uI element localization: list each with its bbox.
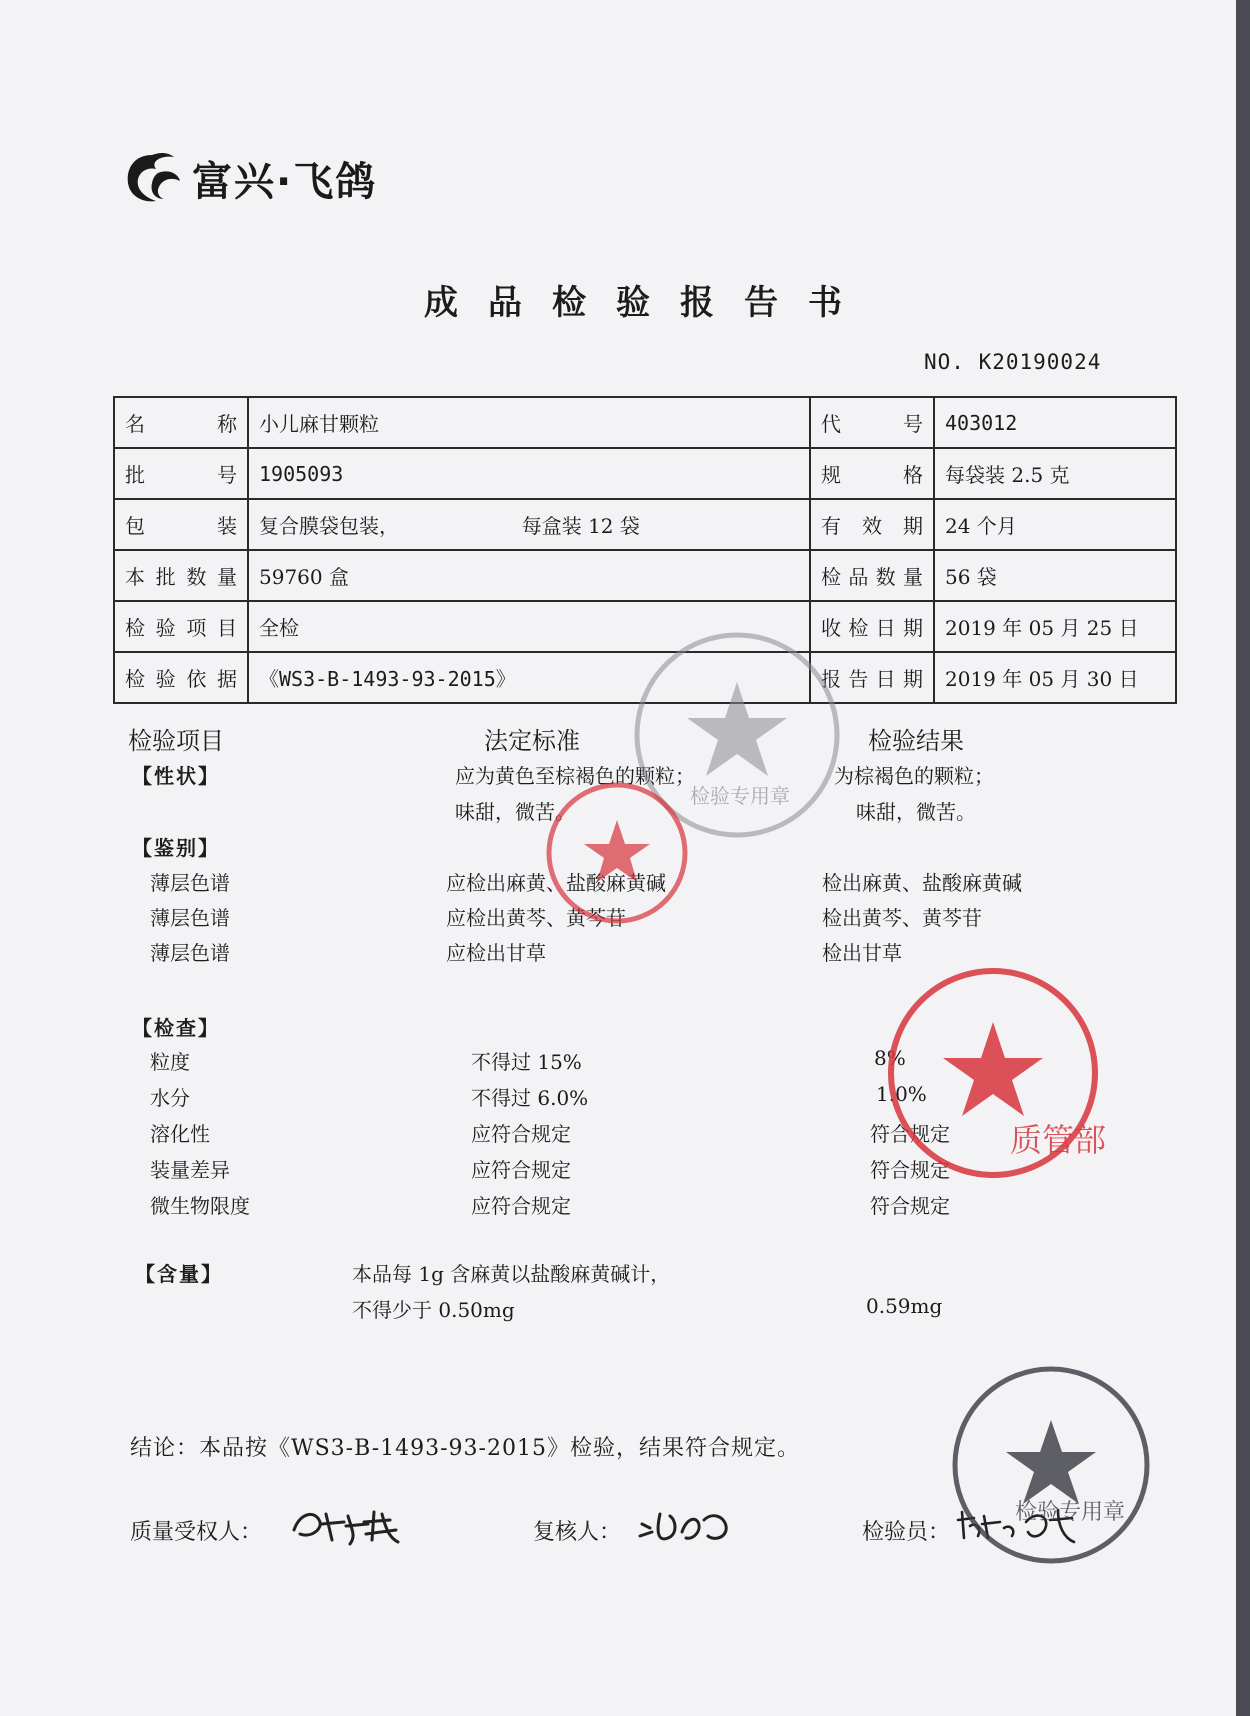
value-basis: 《WS3-B-1493-93-2015》 [248,652,810,703]
seal4-sub-text: 检验专用章 [1015,1500,1126,1525]
value-report-date: 2019 年 05 月 30 日 [934,652,1176,703]
seal3-sub-text: 质管部 [1010,1121,1107,1159]
logo-text: 富兴·飞鸽 [192,158,378,205]
insp-result-5: 符合规定 [870,1194,950,1218]
ident-item-3: 薄层色谱 [150,941,230,965]
label-code: 代 号 [810,397,934,448]
ident-item-1: 薄层色谱 [150,871,230,895]
document-title: 成品检验报告书 [424,283,872,323]
column-header-result: 检验结果 [868,727,964,755]
inspector-label: 检验员： [862,1520,951,1545]
character-standard-line1: 应为黄色至棕褐色的颗粒； [455,764,695,788]
scan-edge [1236,0,1250,1716]
section-inspection-title: 【检查】 [132,1016,220,1040]
insp-standard-5: 应符合规定 [471,1194,571,1218]
ident-result-1: 检出麻黄、盐酸麻黄碱 [822,871,1022,895]
ident-result-3: 检出甘草 [822,941,902,965]
value-test-items: 全检 [248,601,810,652]
label-spec: 规 格 [810,448,934,499]
value-batch: 1905093 [248,448,810,499]
insp-result-3: 符合规定 [870,1122,950,1146]
insp-item-2: 水分 [150,1086,190,1110]
conclusion-text: 结论：本品按《WS3-B-1493-93-2015》检验，结果符合规定。 [130,1436,800,1461]
column-header-standard: 法定标准 [484,727,580,755]
insp-result-4: 符合规定 [870,1158,950,1182]
table-row [114,397,1176,448]
value-sample-qty: 56 袋 [934,550,1176,601]
hospital-seal-red-icon [542,778,692,928]
label-receive-date: 收检日期 [810,601,934,652]
content-result: 0.59mg [866,1294,943,1318]
insp-standard-2: 不得过 6.0% [471,1086,589,1110]
value-code: 403012 [934,397,1176,448]
character-standard-line2: 味甜，微苦。 [455,800,575,824]
value-batch-qty: 59760 盒 [248,550,810,601]
ident-item-2: 薄层色谱 [150,906,230,930]
value-package [248,499,810,550]
label-test-items: 检验项目 [114,601,248,652]
insp-item-1: 粒度 [150,1050,190,1074]
section-identification-title: 【鉴别】 [132,836,220,860]
content-standard-line2: 不得少于 0.50mg [352,1298,515,1322]
insp-result-1: 8% [874,1046,906,1070]
content-standard-line1: 本品每 1g 含麻黄以盐酸麻黄碱计， [352,1262,671,1286]
insp-item-4: 装量差异 [150,1158,230,1182]
label-validity: 有 效 期 [810,499,934,550]
value-spec: 每袋装 2.5 克 [934,448,1176,499]
value-package-part2: 每盒装 12 袋 [521,514,640,538]
label-batch-qty: 本批数量 [114,550,248,601]
reviewer-label: 复核人： [533,1520,622,1545]
insp-standard-1: 不得过 15% [471,1050,582,1074]
quality-authorized-label: 质量受权人： [130,1520,263,1545]
insp-standard-4: 应符合规定 [471,1158,571,1182]
label-basis: 检验依据 [114,652,248,703]
table-row [114,499,1176,550]
character-result-line2: 味甜，微苦。 [856,800,976,824]
value-receive-date: 2019 年 05 月 25 日 [934,601,1176,652]
dove-logo-icon [122,149,184,207]
column-header-item: 检验项目 [128,727,224,755]
value-package-part1: 复合膜袋包装， [259,514,399,538]
ident-result-2: 检出黄芩、黄芩苷 [822,906,982,930]
quality-authorized-signature-icon [286,1500,406,1550]
insp-result-2: 1.0% [876,1082,927,1106]
table-row [114,550,1176,601]
section-content-title: 【含量】 [135,1262,223,1286]
table-row [114,448,1176,499]
label-report-date: 报告日期 [810,652,934,703]
label-sample-qty: 检品数量 [810,550,934,601]
label-package: 包 装 [114,499,248,550]
company-logo [122,148,377,208]
seal1-sub-text: 检验专用章 [690,784,790,808]
manufacturer-seal-icon [946,1360,1156,1570]
insp-item-5: 微生物限度 [150,1194,250,1218]
label-batch: 批 号 [114,448,248,499]
label-name: 名 称 [114,397,248,448]
section-character-title: 【性状】 [132,764,220,788]
ident-standard-2: 应检出黄芩、黄芩苷 [446,906,626,930]
report-number: NO. K20190024 [924,350,1102,374]
value-name: 小儿麻甘颗粒 [248,397,810,448]
insp-standard-3: 应符合规定 [471,1122,571,1146]
value-validity: 24 个月 [934,499,1176,550]
ident-standard-1: 应检出麻黄、盐酸麻黄碱 [446,871,666,895]
reviewer-signature-icon [636,1502,736,1548]
insp-item-3: 溶化性 [150,1122,210,1146]
character-result-line1: 为棕褐色的颗粒； [834,764,994,788]
ident-standard-3: 应检出甘草 [446,941,546,965]
